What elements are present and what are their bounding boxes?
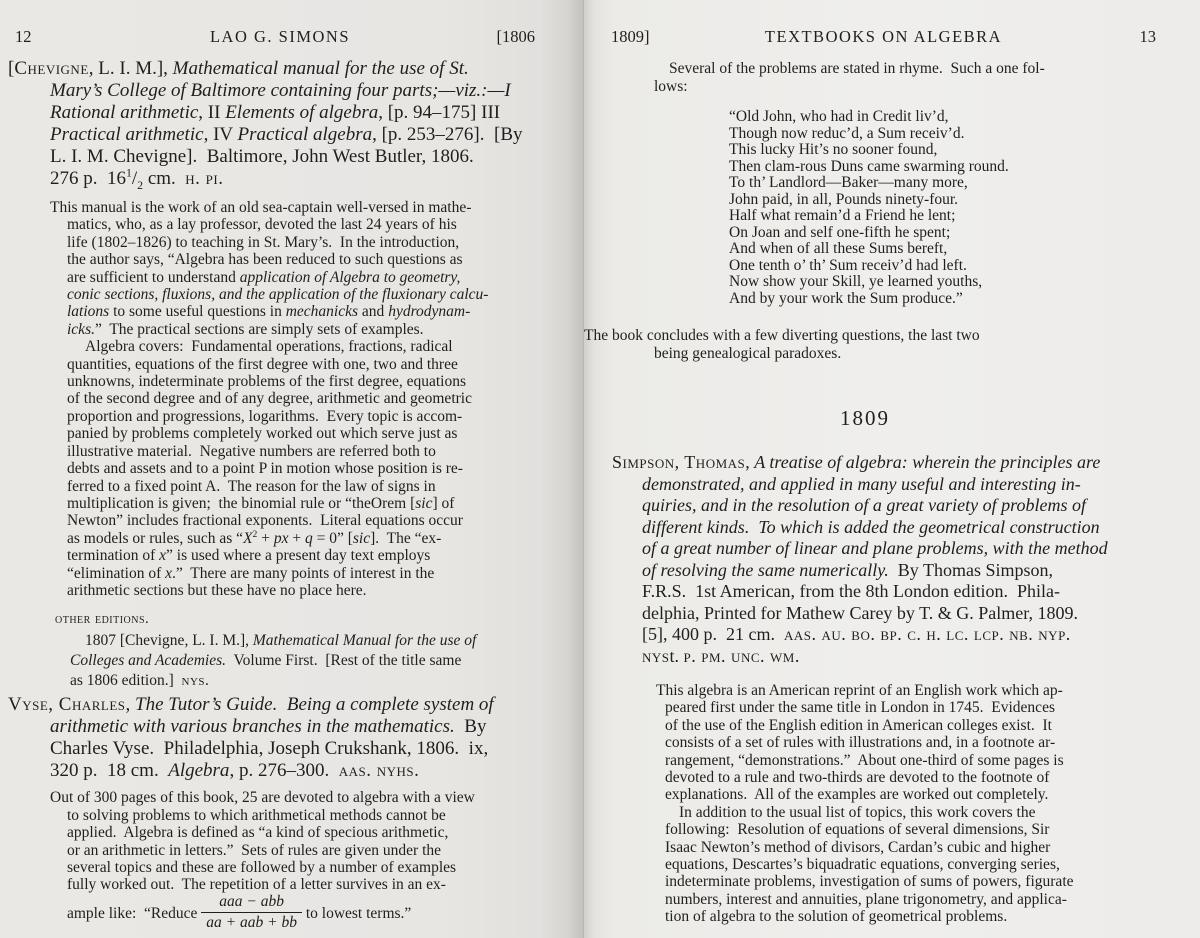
text-segment: Half what remain’d a Friend he lent; bbox=[729, 207, 956, 224]
text-line bbox=[584, 752, 1200, 769]
text-segment: nys. bbox=[181, 672, 210, 690]
text-segment: nys bbox=[642, 645, 670, 666]
text-line bbox=[0, 124, 583, 146]
text-segment: sic bbox=[352, 529, 371, 547]
text-segment: And by your work the Sum produce.” bbox=[729, 289, 963, 307]
text-segment: F.R.S. 1st American, from the 8th London edition. Phila- bbox=[642, 581, 1061, 601]
text-line bbox=[0, 356, 583, 373]
text-segment: multiplication is given; the binomial rule or “theOrem [ bbox=[67, 494, 416, 512]
text-line bbox=[0, 716, 583, 738]
text-line bbox=[0, 582, 583, 599]
text-segment: , [p. 94–175] III bbox=[378, 102, 501, 123]
text-segment: By bbox=[454, 716, 487, 738]
entry-block bbox=[0, 694, 583, 782]
text-segment: Newton” includes fractional exponents. Literal equations occur bbox=[67, 512, 463, 530]
text-segment: 2 bbox=[137, 178, 144, 192]
text-line bbox=[584, 291, 1200, 308]
text-segment: devoted to a rule and two-thirds are devoted to the footnote of bbox=[665, 769, 1050, 787]
text-segment: demonstrated, and applied in many useful and interesting in- bbox=[642, 473, 1081, 494]
text-line bbox=[584, 804, 1200, 821]
text-segment: proportion and progressions, logarithms. Every topic is accom- bbox=[67, 407, 463, 425]
text-segment: Mathematical Manual for the use of bbox=[252, 632, 477, 650]
text-line bbox=[0, 631, 583, 651]
text-line bbox=[0, 671, 583, 691]
text-segment: of the use of the English edition in American colleges exist. It bbox=[665, 716, 1052, 734]
text-segment: , bbox=[125, 694, 136, 716]
text-line bbox=[0, 478, 583, 495]
text-line bbox=[0, 58, 583, 80]
text-line bbox=[584, 225, 1200, 242]
text-line bbox=[0, 460, 583, 477]
text-line bbox=[0, 547, 583, 564]
label-block bbox=[0, 611, 583, 628]
text-line bbox=[0, 234, 583, 251]
text-line bbox=[584, 769, 1200, 786]
text-segment: Rational arithmetic bbox=[50, 102, 199, 123]
text-segment: , L. I. M.], bbox=[88, 58, 173, 79]
text-line bbox=[0, 168, 583, 190]
text-segment: Mathematical manual for the use of St. bbox=[172, 58, 469, 79]
text-segment: arithmetic with various branches in the mathematics. bbox=[50, 716, 455, 738]
text-segment: ]. The “ex- bbox=[370, 529, 442, 547]
text-line bbox=[0, 807, 583, 824]
text-line bbox=[0, 216, 583, 233]
text-segment: being genealogical paradoxes. bbox=[654, 344, 842, 362]
text-segment: delphia, Printed for Mathew Carey by T. & G. Palmer, 1809. bbox=[642, 602, 1079, 623]
text-segment: to lowest terms.” bbox=[301, 904, 412, 922]
text-segment: + bbox=[257, 529, 274, 547]
text-segment: of a great number of linear and plane problems, with the method bbox=[642, 538, 1108, 558]
text-line bbox=[584, 581, 1200, 603]
text-segment: matics, who, as a lay professor, devoted the last 24 years of his bbox=[67, 216, 457, 234]
text-segment: X bbox=[243, 529, 253, 547]
text-line bbox=[584, 560, 1200, 582]
text-segment: conic sections, fluxions, and the application of the fluxionary calcu- bbox=[67, 286, 489, 304]
text-segment: and bbox=[358, 303, 389, 321]
text-line bbox=[584, 603, 1200, 625]
text-segment: The book concludes with a few diverting questions, the last two bbox=[584, 327, 980, 344]
text-segment: different kinds. To which is added the geometrical construction bbox=[642, 516, 1100, 537]
text-line bbox=[0, 859, 583, 876]
text-line bbox=[0, 530, 583, 547]
text-segment: lations bbox=[67, 303, 110, 321]
left-page bbox=[0, 0, 583, 938]
text-segment: Then clam-rous Duns came swarming round. bbox=[729, 157, 1009, 175]
text-segment: + bbox=[288, 529, 305, 547]
text-segment: Elements of algebra bbox=[225, 102, 379, 123]
text-line bbox=[0, 251, 583, 268]
text-line bbox=[0, 425, 583, 442]
text-segment: lows: bbox=[654, 77, 688, 95]
text-line bbox=[584, 159, 1200, 176]
text-line bbox=[584, 192, 1200, 209]
text-segment: to some useful questions in bbox=[109, 303, 286, 321]
text-segment: Practical arithmetic bbox=[50, 124, 204, 145]
text-line bbox=[0, 495, 583, 512]
text-segment: Algebra covers: Fundamental operations, fractions, radical bbox=[85, 338, 453, 356]
text-line bbox=[0, 373, 583, 390]
text-segment: The Tutor’s Guide. Being a complete system of bbox=[135, 694, 494, 716]
text-segment: , II bbox=[198, 102, 226, 123]
text-line bbox=[0, 789, 583, 806]
text-line bbox=[584, 839, 1200, 856]
text-line bbox=[0, 894, 583, 934]
text-segment: unknowns, indeterminate problems of the first degree, equations bbox=[67, 373, 467, 391]
text-line bbox=[584, 241, 1200, 258]
text-segment: Isaac Newton’s method of divisors, Cardan’s cubic and higher bbox=[665, 838, 1051, 856]
text-segment: ” The practical sections are simply sets of examples. bbox=[94, 320, 424, 338]
text-segment: numbers, interest and annuities, plane trigonometry, and applica- bbox=[665, 890, 1067, 908]
text-segment: Simpson, Thomas bbox=[612, 452, 746, 472]
fraction-numerator: aaa − abb bbox=[219, 892, 284, 910]
ann-block bbox=[0, 199, 583, 599]
text-line bbox=[584, 452, 1200, 474]
text-line bbox=[584, 873, 1200, 890]
text-line bbox=[0, 146, 583, 168]
text-line bbox=[584, 734, 1200, 751]
text-line bbox=[0, 80, 583, 102]
text-line bbox=[584, 109, 1200, 126]
text-segment: sic bbox=[415, 494, 433, 512]
text-segment: By Thomas Simpson, bbox=[888, 559, 1053, 580]
text-line bbox=[0, 408, 583, 425]
text-line bbox=[0, 303, 583, 320]
text-segment: to solving problems to which arithmetical methods cannot be bbox=[67, 806, 446, 824]
text-line bbox=[584, 78, 1200, 96]
text-segment: px bbox=[273, 529, 289, 547]
text-line bbox=[0, 876, 583, 893]
text-segment: John paid, in all, Pounds ninety-four. bbox=[729, 190, 959, 208]
text-segment: 1807 [Chevigne, L. I. M.], bbox=[85, 632, 253, 650]
text-segment: life (1802–1826) to teaching in St. Mary’s. In the introduction, bbox=[67, 233, 460, 251]
text-segment: termination of bbox=[67, 547, 160, 565]
text-segment: q bbox=[304, 529, 313, 547]
text-segment: several topics and these are followed by a number of examples bbox=[67, 858, 457, 876]
text-line bbox=[584, 646, 1200, 668]
text-line bbox=[584, 821, 1200, 838]
text-segment: ferred to a fixed point A. The reason for the law of signs in bbox=[67, 477, 436, 495]
text-segment: This lucky Hit’s no sooner found, bbox=[729, 141, 938, 158]
text-segment: , bbox=[745, 452, 755, 472]
text-segment: h. pi. bbox=[185, 168, 224, 189]
othered-block bbox=[0, 631, 583, 691]
text-segment: Out of 300 pages of this book, 25 are devoted to algebra with a view bbox=[50, 789, 475, 807]
poem-block bbox=[584, 109, 1200, 307]
text-segment: of the second degree and of any degree, arithmetic and geometric bbox=[67, 390, 472, 408]
text-segment: L. I. M. Chevigne]. Baltimore, John West Butler, 1806. bbox=[50, 146, 474, 167]
text-line bbox=[584, 142, 1200, 159]
right-page-number: 13 bbox=[1139, 27, 1156, 46]
text-segment: applied. Algebra is defined as “a kind of specious arithmetic, bbox=[67, 824, 449, 842]
text-segment: following: Resolution of equations of several dimensions, Sir bbox=[665, 821, 1050, 839]
text-line bbox=[0, 842, 583, 859]
text-line bbox=[0, 269, 583, 286]
text-segment: Practical algebra bbox=[237, 124, 373, 145]
text-line bbox=[584, 60, 1200, 78]
text-segment: ] of bbox=[432, 494, 455, 512]
text-line bbox=[0, 199, 583, 216]
text-segment: as 1806 edition.] bbox=[70, 672, 182, 690]
text-line bbox=[0, 338, 583, 355]
text-line bbox=[0, 760, 583, 782]
text-line bbox=[584, 345, 1200, 363]
text-segment: icks. bbox=[67, 320, 95, 338]
text-segment: consists of a set of rules with illustrations and, in a footnote ar- bbox=[665, 734, 1056, 752]
text-line bbox=[0, 694, 583, 716]
text-segment: quiries, and in the resolution of a great variety of problems of bbox=[642, 495, 1086, 515]
text-line bbox=[584, 327, 1200, 345]
text-line bbox=[584, 891, 1200, 908]
text-segment: In addition to the usual list of topics, this work covers the bbox=[679, 803, 1036, 821]
text-segment: mechanicks bbox=[285, 303, 359, 321]
text-line bbox=[584, 908, 1200, 925]
text-line bbox=[0, 651, 583, 671]
text-line bbox=[0, 565, 583, 582]
text-segment: .” There are many points of interest in the bbox=[172, 564, 435, 582]
text-segment: And when of all these Sums bereft, bbox=[729, 240, 948, 257]
text-line bbox=[584, 699, 1200, 716]
text-segment: 1809 bbox=[840, 406, 890, 430]
text-line bbox=[584, 786, 1200, 803]
text-segment: ample like: “Reduce bbox=[67, 904, 202, 922]
text-segment: Charles Vyse. Philadelphia, Joseph Crukshank, 1806. ix, bbox=[50, 738, 489, 760]
text-line bbox=[584, 208, 1200, 225]
text-line bbox=[584, 624, 1200, 646]
text-segment: , p. 276–300. bbox=[229, 760, 339, 782]
text-segment: 320 p. 18 cm. bbox=[50, 760, 169, 782]
text-segment: debts and assets and to a point P in motion whose position is re- bbox=[67, 460, 463, 478]
text-segment: Volume First. [Rest of the title same bbox=[225, 652, 462, 670]
inline-fraction bbox=[201, 893, 302, 932]
text-segment: = 0” [ bbox=[312, 529, 353, 547]
text-line bbox=[584, 474, 1200, 496]
text-line bbox=[584, 682, 1200, 699]
text-segment: On Joan and self one-fifth he spent; bbox=[729, 223, 951, 241]
text-segment: quantities, equations of the first degree with one, two and three bbox=[67, 355, 458, 373]
left-header-year: [1806 bbox=[496, 27, 535, 46]
text-line bbox=[0, 321, 583, 338]
text-segment: t. bbox=[669, 645, 684, 666]
right-running-header: TEXTBOOKS ON ALGEBRA bbox=[764, 27, 1003, 46]
text-line bbox=[0, 286, 583, 303]
text-segment: 1 bbox=[126, 166, 132, 180]
text-segment: , [p. 253–276]. [By bbox=[372, 124, 523, 145]
text-line bbox=[0, 390, 583, 407]
text-segment: aas. au. bo. bp. c. h. lc. lcp. nb. nyp. bbox=[783, 624, 1071, 644]
text-segment: “Old John, who had in Credit liv’d, bbox=[729, 108, 949, 125]
text-line bbox=[584, 517, 1200, 539]
text-segment: 276 p. 16 bbox=[50, 168, 126, 189]
text-segment: p. pm. unc. wm. bbox=[683, 645, 800, 666]
text-line bbox=[0, 738, 583, 760]
text-segment: as models or rules, such as “ bbox=[67, 529, 244, 547]
text-segment: aas. nyhs. bbox=[338, 760, 420, 782]
text-line bbox=[0, 102, 583, 124]
text-line bbox=[584, 856, 1200, 873]
text-line bbox=[584, 175, 1200, 192]
text-segment: rangement, “demonstrations.” About one-third of some pages is bbox=[665, 751, 1064, 769]
left-running-header: LAO G. SIMONS bbox=[209, 27, 351, 46]
text-segment: [5], 400 p. 21 cm. bbox=[642, 624, 784, 644]
text-line bbox=[584, 495, 1200, 517]
fraction-denominator: aa + aab + bb bbox=[201, 912, 302, 932]
text-segment: Vyse, Charles bbox=[8, 694, 126, 716]
entry-block bbox=[584, 452, 1200, 667]
text-segment: Chevigne bbox=[14, 58, 89, 79]
text-segment: This algebra is an American reprint of an English work which ap- bbox=[656, 682, 1063, 699]
text-segment: , IV bbox=[203, 124, 238, 145]
text-segment: the author says, “Algebra has been reduced to such questions as bbox=[67, 251, 463, 269]
right-page bbox=[583, 0, 1200, 938]
entry-block bbox=[0, 58, 583, 190]
para-block bbox=[584, 327, 1200, 362]
text-segment: arithmetic sections but these have no place here. bbox=[67, 581, 367, 599]
text-segment: are sufficient to understand bbox=[67, 268, 240, 286]
ann-block bbox=[0, 789, 583, 933]
text-segment: This manual is the work of an old sea-captain well-versed in mathe- bbox=[50, 199, 472, 216]
ann-block bbox=[584, 682, 1200, 926]
text-segment: illustrative material. Negative numbers are referred both to bbox=[67, 442, 436, 460]
text-line bbox=[0, 824, 583, 841]
text-segment: [ bbox=[8, 58, 15, 79]
right-page-text bbox=[584, 58, 1200, 926]
text-segment: To th’ Landlord—Baker—many more, bbox=[729, 174, 968, 191]
text-segment: explanations. All of the examples are worked out completely. bbox=[665, 786, 1049, 804]
text-segment: panied by problems completely worked out which serve just as bbox=[67, 425, 458, 443]
text-segment: A treatise of algebra: wherein the principles are bbox=[754, 452, 1101, 472]
text-segment: tion of algebra to the solution of geometrical problems. bbox=[665, 908, 1008, 926]
text-line bbox=[584, 538, 1200, 560]
text-segment: x bbox=[165, 564, 173, 582]
text-segment: of resolving the same numerically. bbox=[642, 559, 889, 580]
text-segment: Colleges and Academies. bbox=[70, 652, 226, 670]
text-line bbox=[584, 406, 1200, 430]
text-line bbox=[584, 717, 1200, 734]
heading-block bbox=[584, 406, 1200, 430]
text-line bbox=[584, 274, 1200, 291]
text-segment: ” is used where a present day text employs bbox=[166, 547, 431, 565]
left-page-number: 12 bbox=[15, 27, 32, 46]
para-block bbox=[584, 60, 1200, 95]
text-segment: fully worked out. The repetition of a letter survives in an ex- bbox=[67, 876, 446, 894]
right-header-year: 1809] bbox=[611, 27, 650, 46]
text-segment: Algebra bbox=[168, 760, 230, 782]
text-segment: indeterminate problems, investigation of sums of powers, figurate bbox=[665, 873, 1074, 891]
right-page-header bbox=[584, 27, 1200, 49]
text-segment: application of Algebra to geometry, bbox=[239, 268, 461, 286]
left-page-text bbox=[0, 58, 583, 934]
text-segment: peared first under the same title in London in 1745. Evidences bbox=[665, 699, 1055, 717]
left-page-header bbox=[0, 27, 583, 49]
text-segment: Several of the problems are stated in rhyme. Such a one fol- bbox=[669, 60, 1045, 77]
text-segment: / bbox=[131, 168, 138, 189]
text-segment: or an arithmetic in letters.” Sets of rules are given under the bbox=[67, 841, 442, 859]
text-segment: One tenth o’ th’ Sum receiv’d had left. bbox=[729, 256, 967, 274]
text-line bbox=[584, 258, 1200, 275]
text-line bbox=[0, 512, 583, 529]
text-line bbox=[0, 611, 583, 628]
text-segment: x bbox=[159, 547, 167, 565]
text-segment: cm. bbox=[143, 168, 186, 189]
text-line bbox=[584, 126, 1200, 143]
text-segment: equations, Descartes’s biquadratic equations, converging series, bbox=[665, 856, 1060, 874]
text-segment: “elimination of bbox=[67, 564, 166, 582]
text-segment: other editions. bbox=[55, 611, 150, 628]
text-segment: hydrodynam- bbox=[388, 303, 471, 321]
text-line bbox=[0, 443, 583, 460]
text-segment: 2 bbox=[252, 528, 258, 540]
text-segment: Now show your Skill, ye learned youths, bbox=[729, 273, 983, 290]
text-segment: Though now reduc’d, a Sum receiv’d. bbox=[729, 124, 965, 142]
text-segment: Mary’s College of Baltimore containing four parts;—viz.:—I bbox=[50, 80, 511, 101]
